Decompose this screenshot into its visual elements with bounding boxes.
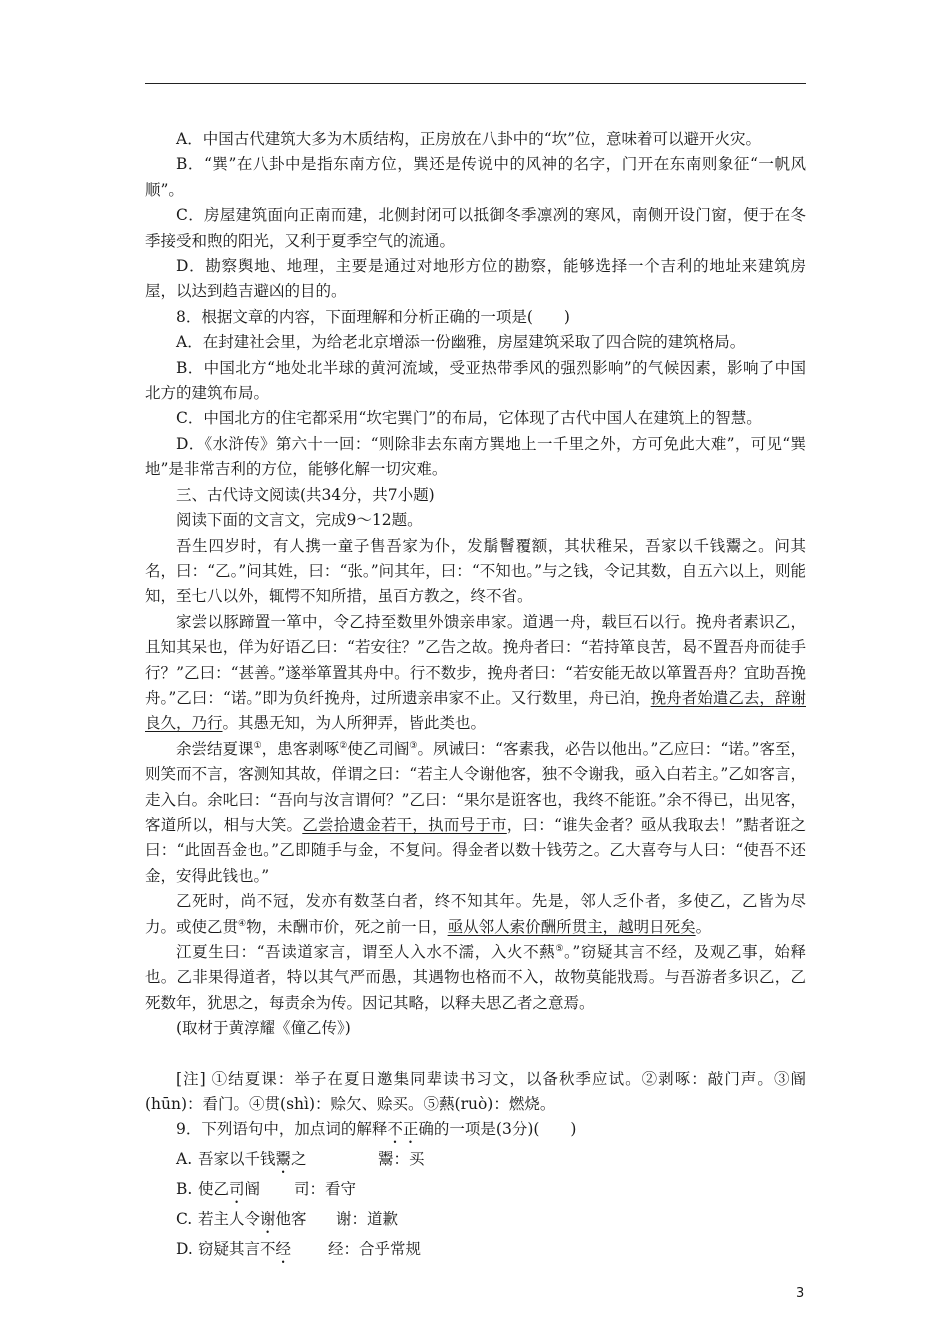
- footnote-mark: ①: [253, 740, 262, 751]
- q8-option-c: C．中国北方的住宅都采用“坎宅巽门”的布局，它体现了古代中国人在建筑上的智慧。: [176, 409, 762, 428]
- q7-option-c: C．房屋建筑面向正南而建，北侧封闭可以抵御冬季凛冽的寒风，南侧开设门窗，便于在冬季接受和煦的阳光，又利于夏季空气的流通。: [145, 206, 806, 250]
- q9-option-d: D. 窃疑其言不经 经：合乎常规: [176, 1240, 422, 1259]
- footnote-mark: ④: [238, 918, 247, 929]
- underlined-sentence: 乙尝拾遗金若干，执而号于市: [302, 815, 507, 834]
- footnote-mark: ③: [409, 740, 418, 751]
- q7-option-a: A．中国古代建筑大多为木质结构，正房放在八卦中的“坎”位，意味着可以避开火灾。: [176, 130, 762, 148]
- passage-paragraph-3: 余尝结夏课①，患客剥啄②使乙司阍③。夙诫曰：“客素我，必告以他出。”乙应曰：“诺。”客至，则笑而不言，客测知其故，佯谓之曰：“若主人令谢他客，独不令谢我，亟入白若主。”乙如客言，走入白。余叱曰：“吾向与汝言谓何？”乙曰：“果尔是诳客也，我终不能诳。”余不得已，出见客，客道所以，相与大笑。乙尝拾遗金若干，执而号于市，曰：“谁失金者？亟从我取去！”黠者诳之曰：“此固吾金也。”乙即随手与金，不复问。得金者以数十钱劳之。乙大喜夸与人曰：“使吾不还金，安得此钱也。”: [145, 739, 806, 885]
- q8-option-a: A．在封建社会里，为给老北京增添一份幽雅，房屋建筑采取了四合院的建筑格局。: [176, 333, 746, 352]
- underlined-sentence: 亟从邻人索价酬所贯主，越明日死矣: [447, 917, 696, 936]
- q7-option-b: B．“巽”在八卦中是指东南方位，巽还是传说中的风神的名字，门开在东南则象征“一帆风顺”。: [145, 155, 806, 199]
- page-number: 3: [796, 1286, 805, 1301]
- header-rule: [145, 83, 806, 84]
- q8-option-b: B．中国北方“地处北半球的黄河流域，受亚热带季风的强烈影响”的气候因素，影响了中国北方的建筑布局。: [145, 358, 806, 403]
- q9-option-b: B. 使乙司阍 司：看守: [176, 1180, 357, 1199]
- underlined-sentence: 挽舟者始遣乙去，辞谢良久，乃行: [145, 688, 806, 733]
- q9-stem: 9．下列语句中，加点词的解释不正确的一项是(3分)( ): [176, 1120, 577, 1139]
- q7-option-d: D．勘察舆地、地理，主要是通过对地形方位的勘察，能够选择一个吉利的地址来建筑房屋，以达到趋吉避凶的目的。: [145, 257, 806, 301]
- section-instruction: 阅读下面的文言文，完成9～12题。: [176, 511, 423, 530]
- passage-paragraph-4: 乙死时，尚不冠，发亦有数茎白者，终不知其年。先是，邻人乏仆者，多使乙，乙皆为尽力。或使乙贯④物，未酬市价，死之前一日，亟从邻人索价酬所贯主，越明日死矣。: [145, 892, 806, 936]
- passage-paragraph-2: 家尝以豚蹄置一箪中，令乙持至数里外馈亲串家。道遇一舟，载巨石以行。挽舟者素识乙，且知其呆也，佯为好语乙曰：“若安往？”乙告之故。挽舟者曰：“若持箪良苦，曷不置吾舟而徒手行？”乙曰：“甚善。”遂举箪置其舟中。行不数步，挽舟者曰：“若安能无故以箪置吾舟？宜助吾挽舟。”乙曰：“诺。”即为负纤挽舟，过所遗亲串家不止。又行数里，舟已泊，挽舟者始遣乙去，辞谢良久，乃行。其愚无知，为人所狎弄，皆此类也。: [145, 612, 806, 733]
- q9-option-a: A. 吾家以千钱鬻之 鬻：买: [176, 1150, 425, 1169]
- q9-options: [145, 1147, 806, 1267]
- q9-option-c: C. 若主人令谢他客 谢：道歉: [176, 1210, 399, 1229]
- footnote-mark: ②: [339, 740, 348, 751]
- annotation-notes: [注] ①结夏课：举子在夏日邀集同辈读书习文，以备秋季应试。②剥啄：敲门声。③阍(hūn)：看门。④贯(shì)：赊欠、赊买。⑤爇(ruò)：燃烧。: [145, 1069, 806, 1114]
- section-heading: 三、古代诗文阅读(共34分，共7小题): [176, 485, 435, 504]
- document-body: [145, 127, 806, 1267]
- passage-source: (取材于黄淳耀《僮乙传》): [176, 1019, 351, 1038]
- passage-paragraph-1: 吾生四岁时，有人携一童子售吾家为仆，发鬅鬙覆额，其状稚呆，吾家以千钱鬻之。问其名，曰：“乙。”问其姓，曰：“张。”问其年，曰：“不知也。”与之钱，令记其数，自五六以上，则能知，至七八以外，辄愕不知所措，虽百方教之，终不省。: [145, 536, 806, 606]
- q8-option-d: D．《水浒传》第六十一回：“则除非去东南方巽地上一千里之外，方可免此大难”，可见“巽地”是非常吉利的方位，能够化解一切灾难。: [145, 434, 806, 479]
- q8-stem: 8．根据文章的内容，下面理解和分析正确的一项是( ): [176, 307, 570, 326]
- footnote-mark: ⑤: [555, 943, 565, 954]
- passage-paragraph-5: 江夏生曰：“吾读道家言，谓至人入水不濡，入火不爇⑤。”窃疑其言不经，及观乙事，始释也。乙非果得道者，特以其气严而愚，其遇物也格而不入，故物莫能戕焉。与吾游者多识乙，乙死数年，犹思之，每责余为传。因记其略，以释夫思乙者之意焉。: [145, 943, 806, 1012]
